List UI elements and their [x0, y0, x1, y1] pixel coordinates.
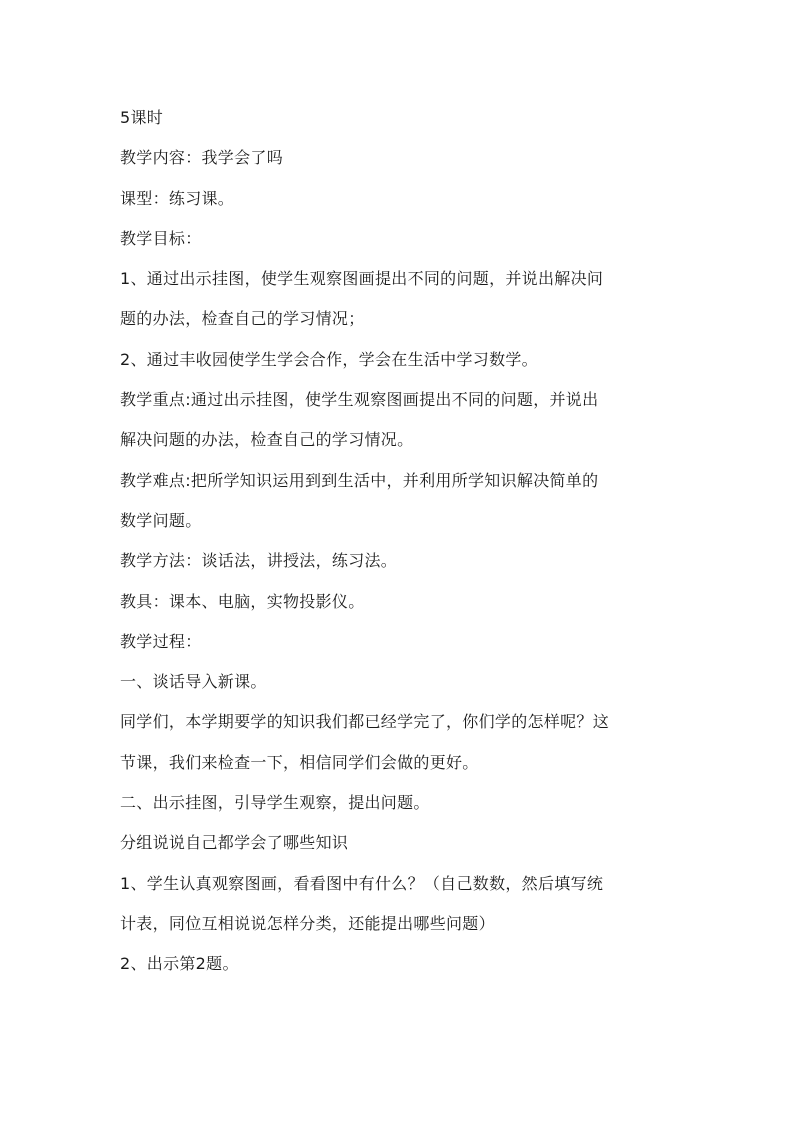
key-point-line-1: 教学重点:通过出示挂图，使学生观察图画提出不同的问题，并说出	[120, 390, 599, 410]
step-1-line-1: 1、学生认真观察图画，看看图中有什么？（自己数数，然后填写统	[120, 873, 604, 893]
intro-paragraph-line-2: 节课，我们来检查一下，相信同学们会做的更好。	[120, 752, 479, 772]
step-2: 2、出示第2题。	[120, 954, 239, 974]
lesson-period: 5课时	[120, 108, 164, 127]
step-1-line-2: 计表，同位互相说说怎样分类，还能提出哪些问题）	[120, 913, 495, 933]
section-1-heading: 一、谈话导入新课。	[120, 672, 267, 692]
goal-1-line-2: 题的办法，检查自己的学习情况；	[120, 309, 365, 329]
teaching-process-heading: 教学过程：	[120, 631, 202, 651]
goal-2: 2、通过丰收园使学生学会合作，学会在生活中学习数学。	[120, 349, 538, 369]
section-2-heading: 二、出示挂图，引导学生观察，提出问题。	[120, 793, 430, 813]
teaching-methods: 教学方法：谈话法，讲授法，练习法。	[120, 551, 398, 571]
document-body	[120, 104, 685, 991]
key-point-line-2: 解决问题的办法，检查自己的学习情况。	[120, 430, 414, 450]
lesson-type: 课型：练习课。	[120, 188, 235, 208]
teaching-aids: 教具：课本、电脑，实物投影仪。	[120, 591, 365, 611]
goal-1-line-1: 1、通过出示挂图，使学生观察图画提出不同的问题，并说出解决问	[120, 269, 604, 289]
intro-paragraph-line-1: 同学们，本学期要学的知识我们都已经学完了，你们学的怎样呢？这	[120, 712, 610, 732]
group-discussion: 分组说说自己都学会了哪些知识	[120, 833, 349, 853]
difficulty-line-1: 教学难点:把所学知识运用到到生活中，并利用所学知识解决简单的	[120, 470, 599, 490]
difficulty-line-2: 数学问题。	[120, 510, 202, 530]
teaching-content: 教学内容：我学会了吗	[120, 148, 284, 168]
teaching-goals-heading: 教学目标：	[120, 228, 202, 248]
